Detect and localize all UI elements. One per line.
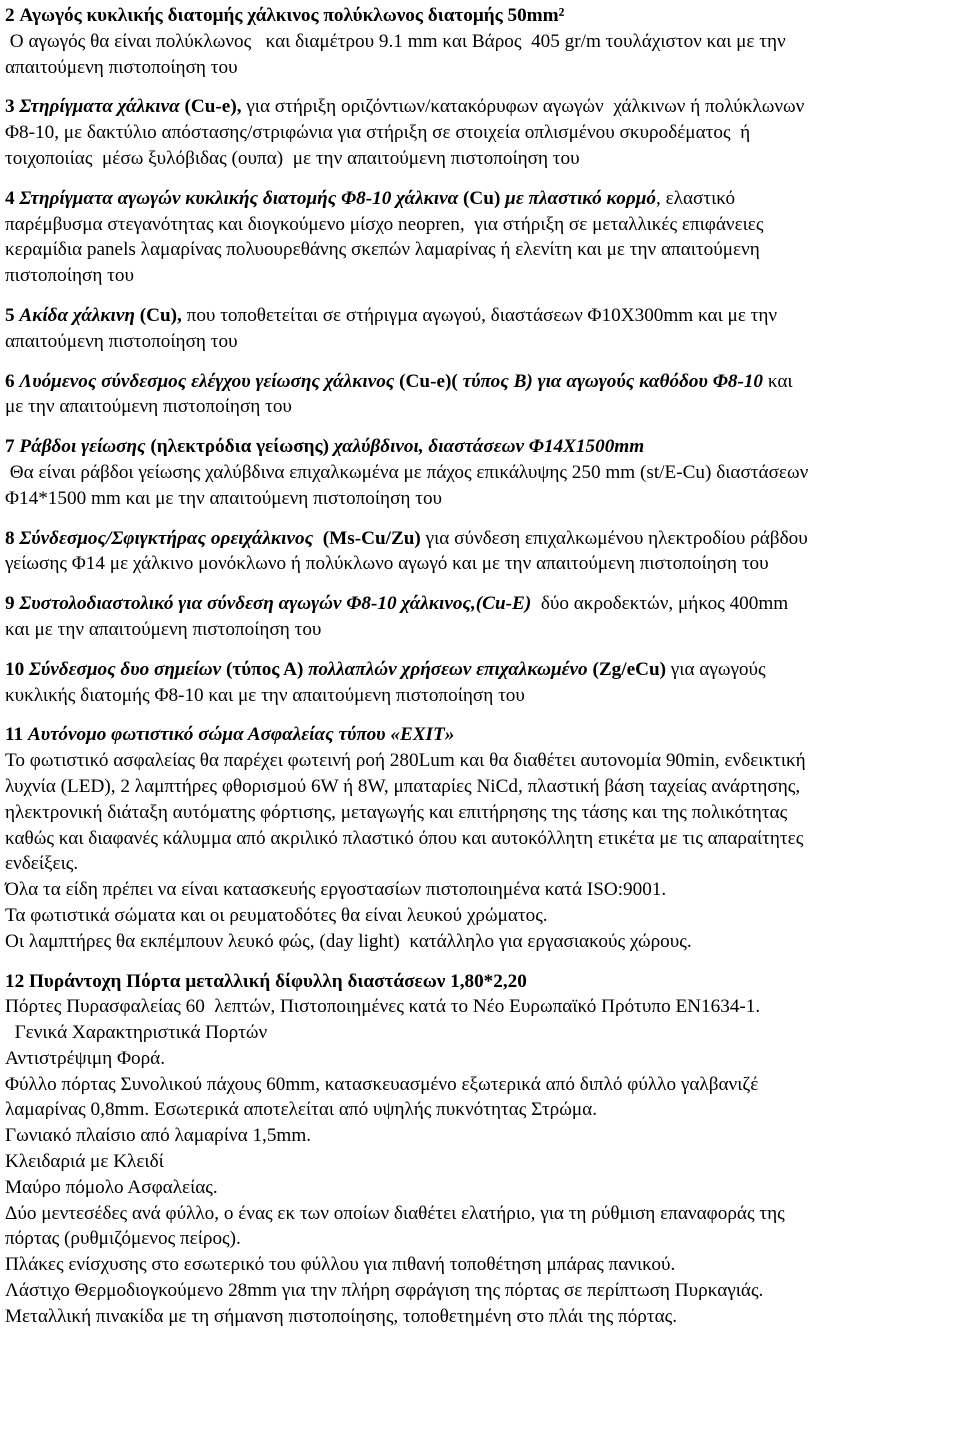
section-11-text-line: Το φωτιστικό ασφαλείας θα παρέχει φωτεινή ροή 280Lum και θα διαθέτει αυτονομία 90min, ενδεικτική bbox=[5, 750, 806, 772]
section-7-text-line: Φ14*1500 mm και με την απαιτούμενη πιστοποίηση του bbox=[5, 487, 443, 509]
section-2-title: Αγωγός κυκλικής διατομής χάλκινος πολύκλωνος διατομής 50mm² bbox=[19, 5, 565, 26]
section-11-text-line: Οι λαμπτήρες θα εκπέμπουν λευκό φώς, (day light) κατάλληλο για εργασιακούς χώρους. bbox=[5, 930, 692, 952]
section-12-text-line: Φύλλο πόρτας Συνολικού πάχους 60mm, κατασκευασμένο εξωτερικά από διπλό φύλλο γαλβανιζέ bbox=[5, 1073, 759, 1095]
section-8-number: 8 bbox=[5, 527, 15, 549]
section-2-heading bbox=[5, 3, 955, 29]
section-9-number: 9 bbox=[5, 593, 15, 615]
section-12-text-line: Μαύρο πόμολο Ασφαλείας. bbox=[5, 1176, 218, 1198]
section-12-text-line: λαμαρίνας 0,8mm. Εσωτερικά αποτελείται από υψηλής πυκνότητας Στρώμα. bbox=[5, 1099, 598, 1121]
section-7-title: Ράβδοι γείωσης bbox=[19, 436, 146, 458]
section-10-title: Σύνδεσμος δυο σημείων bbox=[28, 658, 222, 680]
section-4-text-line: κεραμίδια panels λαμαρίνας πολυουρεθάνης σκεπών λαμαρίνας ή ελενίτη και με την απαιτούμενη bbox=[5, 239, 760, 261]
section-10 bbox=[5, 657, 955, 709]
section-5-text-line: απαιτούμενη πιστοποίηση του bbox=[5, 330, 238, 352]
section-9 bbox=[5, 591, 955, 643]
section-6-number: 6 bbox=[5, 370, 15, 392]
section-3-material: (Cu-e), bbox=[179, 96, 242, 118]
section-6-title-2: τύπος Β) για αγωγούς καθόδου Φ8-10 bbox=[462, 370, 764, 392]
section-12-text-line: Δύο μεντεσέδες ανά φύλλο, ο ένας εκ των οποίων διαθέτει ελατήριο, για τη ρύθμιση επαναφοράς της bbox=[5, 1202, 785, 1224]
section-12-text-line: Πλάκες ενίσχυσης στο εσωτερικό του φύλλου για πιθανή τοποθέτηση μπάρας πανικού. bbox=[5, 1254, 676, 1276]
section-6-text: και bbox=[763, 370, 793, 392]
section-6-title: Λυόμενος σύνδεσμος ελέγχου γείωσης χάλκινος bbox=[19, 370, 395, 392]
section-3-text-line: τοιχοποιίας μέσω ξυλόβιδας (ουπα) με την απαιτούμενη πιστοποίηση του bbox=[5, 147, 580, 169]
section-12-number: 12 bbox=[5, 970, 25, 992]
section-3-heading bbox=[5, 94, 955, 120]
section-3 bbox=[5, 94, 955, 171]
section-8 bbox=[5, 526, 955, 578]
section-9-title: Συστολοδιαστολικό για σύνδεση αγωγών Φ8-10 χάλκινος,(Cu-E) bbox=[19, 593, 532, 615]
section-9-text: δύο ακροδεκτών, μήκος 400mm bbox=[531, 593, 789, 615]
section-2-number: 2 bbox=[5, 5, 15, 26]
section-2-text-line: Ο αγωγός θα είναι πολύκλωνος και διαμέτρου 9.1 mm και Βάρος 405 gr/m τουλάχιστον και με την bbox=[5, 30, 786, 52]
section-10-title-2: πολλαπλών χρήσεων επιχαλκωμένο bbox=[308, 658, 588, 680]
section-12-text-line: Αντιστρέψιμη Φορά. bbox=[5, 1047, 166, 1069]
section-12-text-line: Μεταλλική πινακίδα με τη σήμανση πιστοποίησης, τοποθετημένη στο πλάι της πόρτας. bbox=[5, 1305, 678, 1327]
section-5-heading bbox=[5, 303, 955, 329]
section-8-title: Σύνδεσμος/Σφιγκτήρας ορειχάλκινος bbox=[19, 527, 314, 549]
section-12-text-line: Γενικά Χαρακτηριστικά Πορτών bbox=[5, 1022, 268, 1044]
section-11-text-line: καθώς και διαφανές κάλυμμα από ακριλικό πλαστικό όπου και αυτοκόλλητη ετικέτα με τις απαραίτητες bbox=[5, 827, 804, 849]
section-12-text-line: Γωνιακό πλαίσιο από λαμαρίνα 1,5mm. bbox=[5, 1125, 312, 1147]
section-6 bbox=[5, 369, 955, 421]
section-10-text-line: κυκλικής διατομής Φ8-10 και με την απαιτούμενη πιστοποίηση του bbox=[5, 684, 525, 706]
section-5 bbox=[5, 303, 955, 355]
section-12-title: Πυράντοχη Πόρτα μεταλλική δίφυλλη διαστάσεων 1,80*2,20 bbox=[28, 970, 527, 992]
section-7-number: 7 bbox=[5, 436, 15, 458]
section-12-text-line: Κλειδαριά με Κλειδί bbox=[5, 1151, 164, 1173]
section-10-material: (Zg/eCu) bbox=[587, 658, 666, 680]
section-2-text-line: απαιτούμενη πιστοποίηση του bbox=[5, 56, 238, 78]
section-12 bbox=[5, 969, 955, 1330]
section-11-heading bbox=[5, 722, 955, 748]
section-5-title: Ακίδα χάλκινη bbox=[19, 304, 135, 326]
section-12-text-line: πόρτας (ρυθμιζόμενος πείρος). bbox=[5, 1228, 241, 1250]
section-3-number: 3 bbox=[5, 96, 15, 118]
section-7-heading bbox=[5, 434, 955, 460]
section-5-number: 5 bbox=[5, 304, 15, 326]
section-8-material: (Ms-Cu/Zu) bbox=[313, 527, 421, 549]
section-11-title: Αυτόνομο φωτιστικό σώμα Ασφαλείας τύπου «ΕΧΙΤ» bbox=[27, 724, 455, 746]
section-6-text-line: με την απαιτούμενη πιστοποίηση του bbox=[5, 396, 292, 418]
section-6-heading bbox=[5, 369, 955, 395]
document-body bbox=[5, 3, 955, 1344]
section-11-text-line: Όλα τα είδη πρέπει να είναι κατασκευής εργοστασίων πιστοποιημένα κατά ISO:9001. bbox=[5, 879, 667, 901]
section-9-heading bbox=[5, 591, 955, 617]
section-3-text-line: Φ8-10, με δακτύλιο απόστασης/στριφώνια για στήριξη σε στοιχεία οπλισμένου σκυροδέματος ή bbox=[5, 122, 751, 144]
section-2 bbox=[5, 3, 955, 80]
section-4-heading bbox=[5, 186, 955, 212]
section-12-text-line: Λάστιχο Θερμοδιογκούμενο 28mm για την πλήρη σφράγιση της πόρτας σε περίπτωση Πυρκαγιάς. bbox=[5, 1280, 764, 1302]
section-4 bbox=[5, 186, 955, 289]
section-8-text: για σύνδεση επιχαλκωμένου ηλεκτροδίου ράβδου bbox=[420, 527, 808, 549]
section-10-number: 10 bbox=[5, 658, 25, 680]
section-4-text: , ελαστικό bbox=[656, 187, 736, 209]
section-10-type: (τύπος Α) bbox=[221, 658, 309, 680]
section-11 bbox=[5, 722, 955, 954]
section-10-heading bbox=[5, 657, 955, 683]
section-7-material: (ηλεκτρόδια γείωσης) bbox=[145, 436, 334, 458]
section-10-text: για αγωγούς bbox=[666, 658, 766, 680]
section-6-material: (Cu-e)( bbox=[394, 370, 463, 392]
section-11-text-line: Τα φωτιστικά σώματα και οι ρευματοδότες θα είναι λευκού χρώματος. bbox=[5, 904, 548, 926]
section-4-number: 4 bbox=[5, 187, 15, 209]
section-8-text-line: γείωσης Φ14 με χάλκινο μονόκλωνο ή πολύκλωνο αγωγό και με την απαιτούμενη πιστοποίηση του bbox=[5, 553, 769, 575]
section-4-title: Στηρίγματα αγωγών κυκλικής διατομής Φ8-10 χάλκινα bbox=[19, 187, 459, 209]
section-11-text-line: ηλεκτρονική διάταξη αυτόματης φόρτισης, μεταγωγής και επιτήρησης της τάσης και της πολικότητας bbox=[5, 801, 788, 823]
section-3-title: Στηρίγματα χάλκινα bbox=[19, 96, 180, 118]
section-4-text-line: παρέμβυσμα στεγανότητας και διογκούμενο μίσχο neopren, για στήριξη σε μεταλλικές επιφάνειες bbox=[5, 213, 764, 235]
section-7-text-line: Θα είναι ράβδοι γείωσης χαλύβδινα επιχαλκωμένα με πάχος επικάλυψης 250 mm (st/E-Cu) διαστάσεων bbox=[5, 461, 809, 483]
section-7-title-2: χαλύβδινοι, διαστάσεων Φ14Χ1500mm bbox=[333, 436, 645, 458]
section-4-text-line: πιστοποίηση του bbox=[5, 265, 134, 287]
section-4-title-2: με πλαστικό κορμό bbox=[505, 187, 657, 209]
section-7 bbox=[5, 434, 955, 511]
section-12-heading bbox=[5, 969, 955, 995]
section-5-material: (Cu), bbox=[134, 304, 182, 326]
section-9-text-line: και με την απαιτούμενη πιστοποίηση του bbox=[5, 618, 322, 640]
section-11-number: 11 bbox=[5, 724, 24, 746]
section-5-text: που τοποθετείται σε στήριγμα αγωγού, διαστάσεων Φ10Χ300mm και με την bbox=[181, 304, 778, 326]
section-8-heading bbox=[5, 526, 955, 552]
section-3-text: για στήριξη οριζόντιων/κατακόρυφων αγωγών χάλκινων ή πολύκλωνων bbox=[241, 96, 805, 118]
section-12-text-line: Πόρτες Πυρασφαλείας 60 λεπτών, Πιστοποιημένες κατά το Νέο Ευρωπαϊκό Πρότυπο ΕΝ1634-1. bbox=[5, 996, 761, 1018]
section-11-text-line: ενδείξεις. bbox=[5, 853, 79, 875]
section-4-material: (Cu) bbox=[458, 187, 506, 209]
section-11-text-line: λυχνία (LED), 2 λαμπτήρες φθορισμού 6W ή 8W, μπαταρίες NiCd, πλαστική βάση ταχείας ανάρτησης, bbox=[5, 775, 801, 797]
